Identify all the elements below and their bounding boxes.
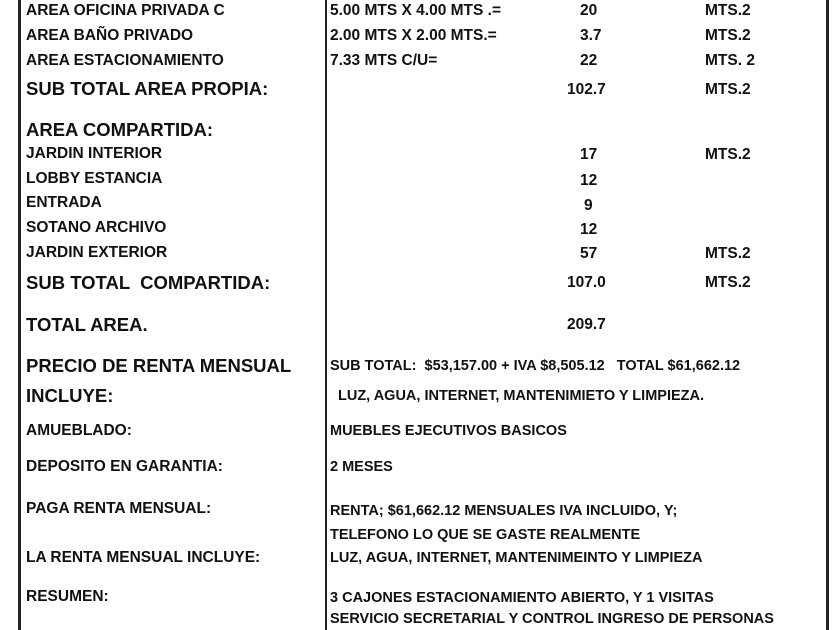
row-formula-area-estacionamiento: 7.33 MTS C/U= <box>330 52 438 69</box>
row-label-jardin-exterior: JARDIN EXTERIOR <box>26 244 168 261</box>
paga-renta-label: PAGA RENTA MENSUAL: <box>26 500 212 517</box>
row-value-jardin-interior: 17 <box>580 146 598 163</box>
deposito-label: DEPOSITO EN GARANTIA: <box>26 458 223 475</box>
incluye-label: INCLUYE: <box>26 385 114 406</box>
row-value-area-estacionamiento: 22 <box>580 52 598 69</box>
row-value-area-oficina: 20 <box>580 2 598 19</box>
column-divider <box>325 0 327 630</box>
subtotal-propia-label: SUB TOTAL AREA PROPIA: <box>26 78 269 99</box>
area-compartida-heading: AREA COMPARTIDA: <box>26 119 214 140</box>
deposito-value: 2 MESES <box>330 459 393 475</box>
row-formula-area-oficina: 5.00 MTS X 4.00 MTS .= <box>330 2 501 19</box>
row-label-jardin-interior: JARDIN INTERIOR <box>26 145 163 162</box>
row-value-sotano-archivo: 12 <box>580 221 598 238</box>
total-area-value: 209.7 <box>567 316 606 333</box>
row-label-entrada: ENTRADA <box>26 194 102 211</box>
left-border <box>18 0 21 630</box>
row-label-area-bano: AREA BAÑO PRIVADO <box>26 27 194 44</box>
subtotal-compartida-value: 107.0 <box>567 274 606 291</box>
subtotal-compartida-label: SUB TOTAL COMPARTIDA: <box>26 272 271 293</box>
row-formula-area-bano: 2.00 MTS X 2.00 MTS.= <box>330 27 497 44</box>
row-value-area-bano: 3.7 <box>580 27 602 44</box>
resumen-label: RESUMEN: <box>26 588 109 605</box>
paga-renta-value-line1: RENTA; $61,662.12 MENSUALES IVA INCLUIDO, Y; <box>330 503 678 519</box>
resumen-value-line2: SERVICIO SECRETARIAL Y CONTROL INGRESO DE PERSONAS <box>330 611 774 627</box>
row-unit-area-bano: MTS.2 <box>705 27 751 44</box>
row-label-sotano-archivo: SOTANO ARCHIVO <box>26 219 167 236</box>
row-label-lobby-estancia: LOBBY ESTANCIA <box>26 170 163 187</box>
precio-renta-label: PRECIO DE RENTA MENSUAL <box>26 355 292 376</box>
amueblado-value: MUEBLES EJECUTIVOS BASICOS <box>330 423 567 439</box>
right-border <box>826 0 829 630</box>
subtotal-propia-unit: MTS.2 <box>705 81 751 98</box>
row-value-jardin-exterior: 57 <box>580 245 598 262</box>
subtotal-compartida-unit: MTS.2 <box>705 274 751 291</box>
renta-incluye-value: LUZ, AGUA, INTERNET, MANTENIMEINTO Y LIMPIEZA <box>330 550 703 566</box>
subtotal-propia-value: 102.7 <box>567 81 606 98</box>
row-unit-jardin-exterior: MTS.2 <box>705 245 751 262</box>
total-area-label: TOTAL AREA. <box>26 314 148 335</box>
resumen-value-line1: 3 CAJONES ESTACIONAMIENTO ABIERTO, Y 1 VISITAS <box>330 590 714 606</box>
row-label-area-estacionamiento: AREA ESTACIONAMIENTO <box>26 52 224 69</box>
row-value-entrada: 9 <box>584 197 593 214</box>
row-unit-jardin-interior: MTS.2 <box>705 146 751 163</box>
row-unit-area-oficina: MTS.2 <box>705 2 751 19</box>
row-value-lobby-estancia: 12 <box>580 172 598 189</box>
renta-incluye-label: LA RENTA MENSUAL INCLUYE: <box>26 549 261 566</box>
amueblado-label: AMUEBLADO: <box>26 422 132 439</box>
row-unit-area-estacionamiento: MTS. 2 <box>705 52 755 69</box>
incluye-value: LUZ, AGUA, INTERNET, MANTENIMIETO Y LIMPIEZA. <box>338 388 705 404</box>
paga-renta-value-line2: TELEFONO LO QUE SE GASTE REALMENTE <box>330 527 641 543</box>
precio-renta-value: SUB TOTAL: $53,157.00 + IVA $8,505.12 TOTAL $61,662.12 <box>330 358 741 374</box>
row-label-area-oficina: AREA OFICINA PRIVADA C <box>26 2 225 19</box>
